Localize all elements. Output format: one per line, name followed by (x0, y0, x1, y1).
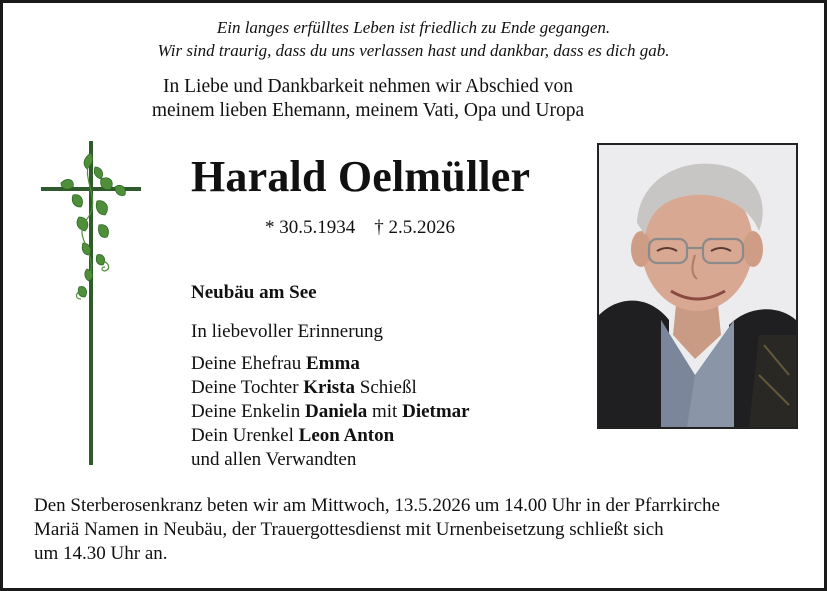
deceased-name: Harald Oelmüller (191, 152, 531, 201)
mourner-line: Deine Ehefrau Emma (191, 353, 360, 374)
life-dates: * 30.5.1934 † 2.5.2026 (265, 217, 455, 238)
poem-line-2: Wir sind traurig, dass du uns verlassen hast und dankbar, dass es dich gab. (157, 41, 670, 60)
service-notice (34, 494, 720, 566)
portrait-illustration (599, 145, 796, 427)
mourner-line: Dein Urenkel Leon Anton (191, 425, 395, 446)
portrait-photo (597, 143, 798, 429)
intro-line-1: In Liebe und Dankbarkeit nehmen wir Abschied von (163, 76, 573, 97)
intro-line-2: meinem lieben Ehemann, meinem Vati, Opa und Uropa (151, 100, 585, 121)
mourner-line: Deine Tochter Krista Schießl (191, 377, 417, 398)
mourner-line: Deine Enkelin Daniela mit Dietmar (191, 401, 470, 422)
memory-line: In liebevoller Erinnerung (191, 321, 384, 342)
residence-place: Neubäu am See (191, 282, 317, 303)
mourners-list (191, 352, 470, 472)
notice-line-1: Den Sterberosenkranz beten wir am Mittwoch, 13.5.2026 um 14.00 Uhr in der Pfarrkirche (34, 495, 720, 516)
poem-line-1: Ein langes erfülltes Leben ist friedlich zu Ende gegangen. (216, 18, 611, 37)
notice-line-2: Mariä Namen in Neubäu, der Trauergottesdienst mit Urnenbeisetzung schließt sich (34, 519, 664, 540)
mourner-line: und allen Verwandten (191, 449, 357, 470)
notice-line-3: um 14.30 Uhr an. (34, 543, 168, 564)
ivy-cross-icon (39, 139, 143, 469)
